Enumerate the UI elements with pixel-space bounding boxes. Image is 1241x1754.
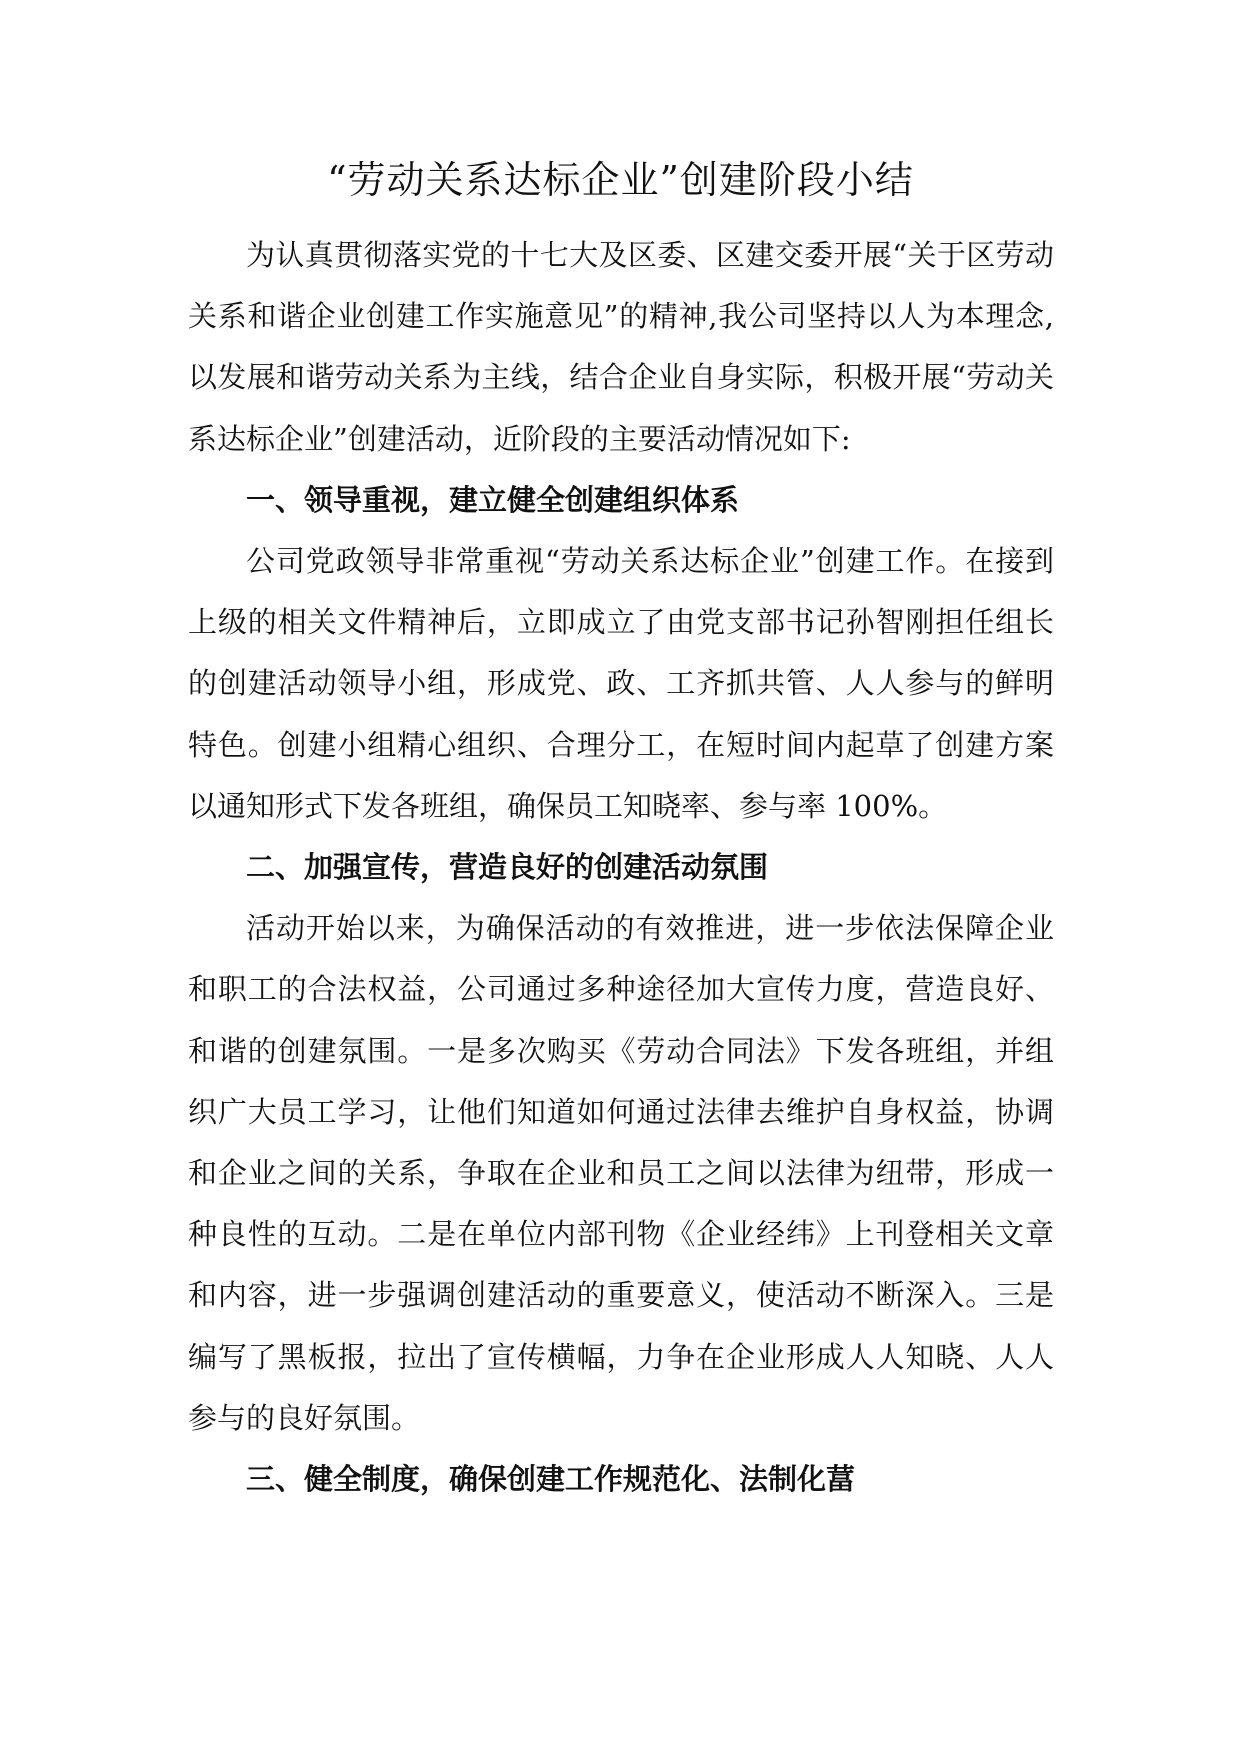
document-body: [188, 225, 1054, 1510]
intro-paragraph: 为认真贯彻落实党的十七大及区委、区建交委开展“关于区劳动关系和谐企业创建工作实施意见”的精神,我公司坚持以人为本理念,以发展和谐劳动关系为主线，结合企业自身实际，积极开展“劳动关系达标企业”创建活动，近阶段的主要活动情况如下:: [188, 238, 1054, 456]
section-heading-2: 二、加强宣传，营造良好的创建活动氛围: [246, 850, 769, 885]
section-heading-3: 三、健全制度，确保创建工作规范化、法制化葍: [246, 1462, 856, 1497]
section-paragraph-1: 公司党政领导非常重视“劳动关系达标企业”创建工作。在接到上级的相关文件精神后，立即成立了由党支部书记孙智刚担任组长的创建活动领导小组，形成党、政、工齐抓共管、人人参与的鲜明特色。创建小组精心组织、合理分工，在短时间内起草了创建方案以通知形式下发各班组，确保员工知晓率、参与率 100%。: [188, 544, 1054, 823]
section-heading-1: 一、领导重视，建立健全创建组织体系: [246, 482, 740, 517]
section-paragraph-2: 活动开始以来，为确保活动的有效推进，进一步依法保障企业和职工的合法权益，公司通过多种途径加大宣传力度，营造良好、和谐的创建氛围。一是多次购买《劳动合同法》下发各班组，并组织广大员工学习，让他们知道如何通过法律去维护自身权益，协调和企业之间的关系，争取在企业和员工之间以法律为纽带，形成一种良性的互动。二是在单位内部刊物《企业经纬》上刊登相关文章和内容，进一步强调创建活动的重要意义，使活动不断深入。三是编写了黑板报，拉出了宣传横幅，力争在企业形成人人知晓、人人参与的良好氛围。: [188, 911, 1054, 1435]
document-title: “劳动关系达标企业”创建阶段小结: [327, 158, 914, 202]
